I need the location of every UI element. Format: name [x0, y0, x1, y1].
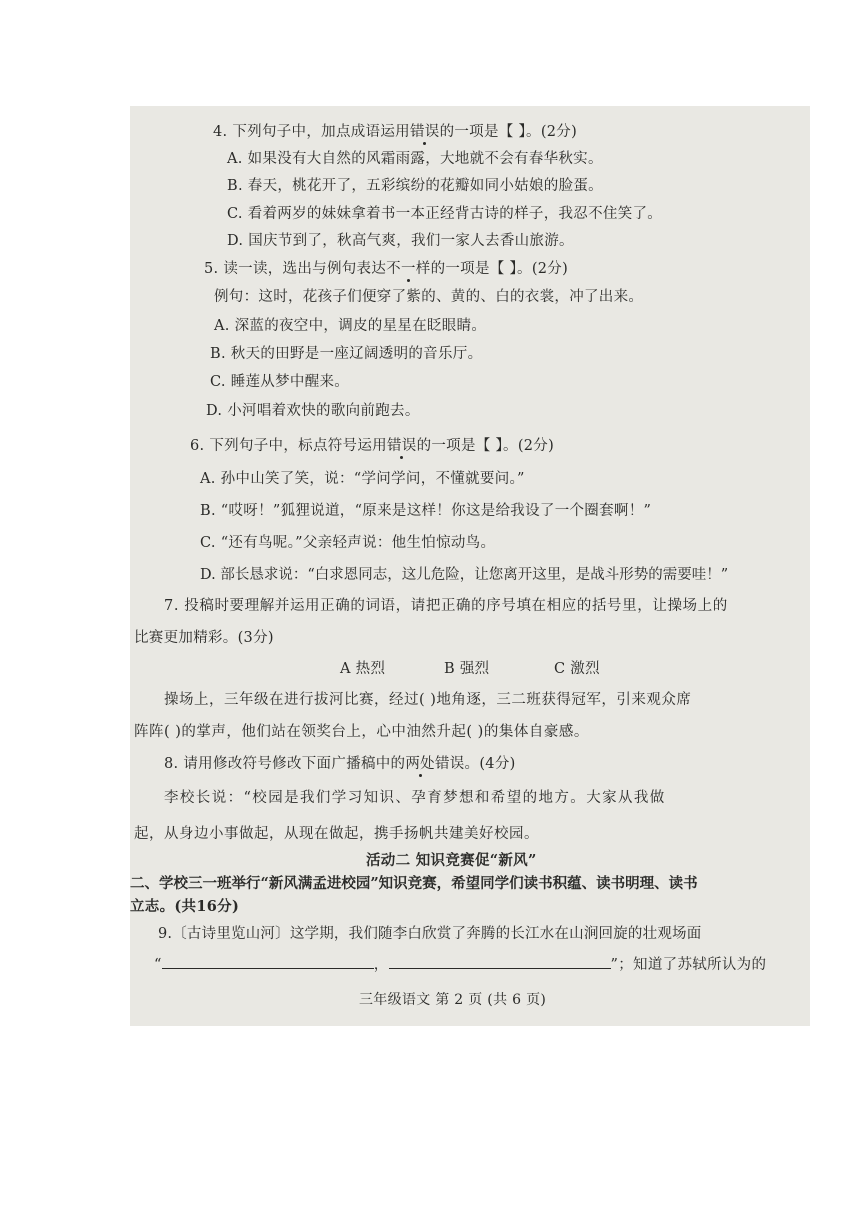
q4-stem-tail: 的一项是【 】。(2分): [439, 124, 578, 140]
q7-passage-line2: 阵阵( )的掌声，他们站在领奖台上，心中油然升起( )的集体自豪感。: [134, 724, 589, 740]
q7-stem-line1: 7. 投稿时要理解并运用正确的词语，请把正确的序号填在相应的括号里，让操场上的: [164, 598, 728, 614]
activity2-intro-line1: 二、学校三一班举行“新风满孟进校园”知识竞赛，希望同学们读书积蕴、读书明理、读书: [130, 875, 698, 892]
q9-answer-blank-2[interactable]: [389, 954, 611, 969]
q7-option-c: C 激烈: [554, 661, 600, 677]
exam-page: [130, 106, 810, 1026]
q5-stem: [204, 259, 568, 279]
q9-line2-tail: ”；知道了苏轼所认为的: [610, 957, 767, 973]
activity2-title: 活动二 知识竞赛促“新风”: [366, 852, 537, 869]
q5-option-c: C. 睡莲从梦中醒来。: [210, 374, 350, 390]
q4-option-b: B. 春天，桃花开了，五彩缤纷的花瓣如同小姑娘的脸蛋。: [227, 178, 603, 194]
q9-open-quote: “: [154, 957, 162, 973]
q5-stem-text: 5. 读一读，选出与例句表达: [204, 261, 387, 277]
q4-option-a: A. 如果没有大自然的风霜雨露，大地就不会有春华秋实。: [227, 151, 603, 167]
q8-passage-line2: 起，从身边小事做起，从现在做起，携手扬帆共建美好校园。: [134, 826, 539, 842]
q5-example: 例句：这时，花孩子们便穿了紫的、黄的、白的衣裳，冲了出来。: [214, 289, 644, 305]
q8-stem-text: 8. 请用修改符号修改下面广播稿中的: [164, 756, 406, 772]
q9-line2: [154, 954, 766, 975]
q6-option-c: C. “还有鸟呢。”父亲轻声说：他生怕惊动鸟。: [200, 535, 496, 551]
q5-option-d: D. 小河唱着欢快的歌向前跑去。: [206, 403, 420, 419]
q8-stem: [164, 754, 516, 774]
q7-option-a: A 热烈: [340, 661, 386, 677]
q4-option-d: D. 国庆节到了，秋高气爽，我们一家人去香山旅游。: [227, 233, 574, 249]
q7-passage-line1: 操场上，三年级在进行拔河比赛，经过( )地角逐，三二班获得冠军，引来观众席: [164, 692, 692, 708]
q4-stem-text: 4. 下列句子中，加点成语运用: [213, 124, 410, 140]
q6-option-d: D. 部长恳求说：“白求恩同志，这儿危险，让您离开这里，是战斗形势的需要哇！”: [200, 567, 729, 583]
q4-option-c: C. 看着两岁的妹妹拿着书一本正经背古诗的样子，我忍不住笑了。: [227, 206, 663, 222]
q6-stem-tail: 的一项是【 】。(2分): [416, 438, 555, 454]
page-footer: 三年级语文 第 2 页 (共 6 页): [359, 992, 547, 1008]
q5-option-a: A. 深蓝的夜空中，调皮的星星在眨眼睛。: [214, 318, 487, 334]
q5-emphasis: 不一样: [386, 261, 431, 277]
q8-passage-line1: 李校长说：“校园是我们学习知识、孕育梦想和希望的地方。大家从我做: [164, 790, 666, 806]
q5-option-b: B. 秋天的田野是一座辽阔透明的音乐厅。: [210, 346, 483, 362]
q6-stem-text: 6. 下列句子中，标点符号运用: [190, 438, 387, 454]
q6-emphasis: 错误: [386, 438, 417, 454]
q9-line1: 9.〔古诗里览山河〕这学期，我们随李白欣赏了奔腾的长江水在山涧回旋的壮观场面: [158, 926, 702, 942]
activity2-intro-line2: 立志。(共16分): [130, 898, 240, 915]
q9-comma: ，: [373, 957, 389, 973]
q7-stem-line2: 比赛更加精彩。(3分): [134, 630, 274, 646]
q4-stem: [213, 122, 577, 142]
q7-option-b: B 强烈: [444, 661, 490, 677]
q4-emphasis: 错误: [409, 124, 440, 140]
q6-stem: [190, 436, 554, 456]
q6-option-a: A. 孙中山笑了笑，说：“学问学问，不懂就要问。”: [200, 471, 525, 487]
q9-answer-blank-1[interactable]: [162, 954, 374, 969]
q5-stem-tail: 的一项是【 】。(2分): [430, 261, 569, 277]
q8-stem-tail: 错误。(4分): [434, 756, 516, 772]
q6-option-b: B. “哎呀！”狐狸说道，“原来是这样！你这是给我设了一个圈套啊！”: [200, 503, 652, 519]
q8-emphasis: 两处: [405, 756, 435, 772]
